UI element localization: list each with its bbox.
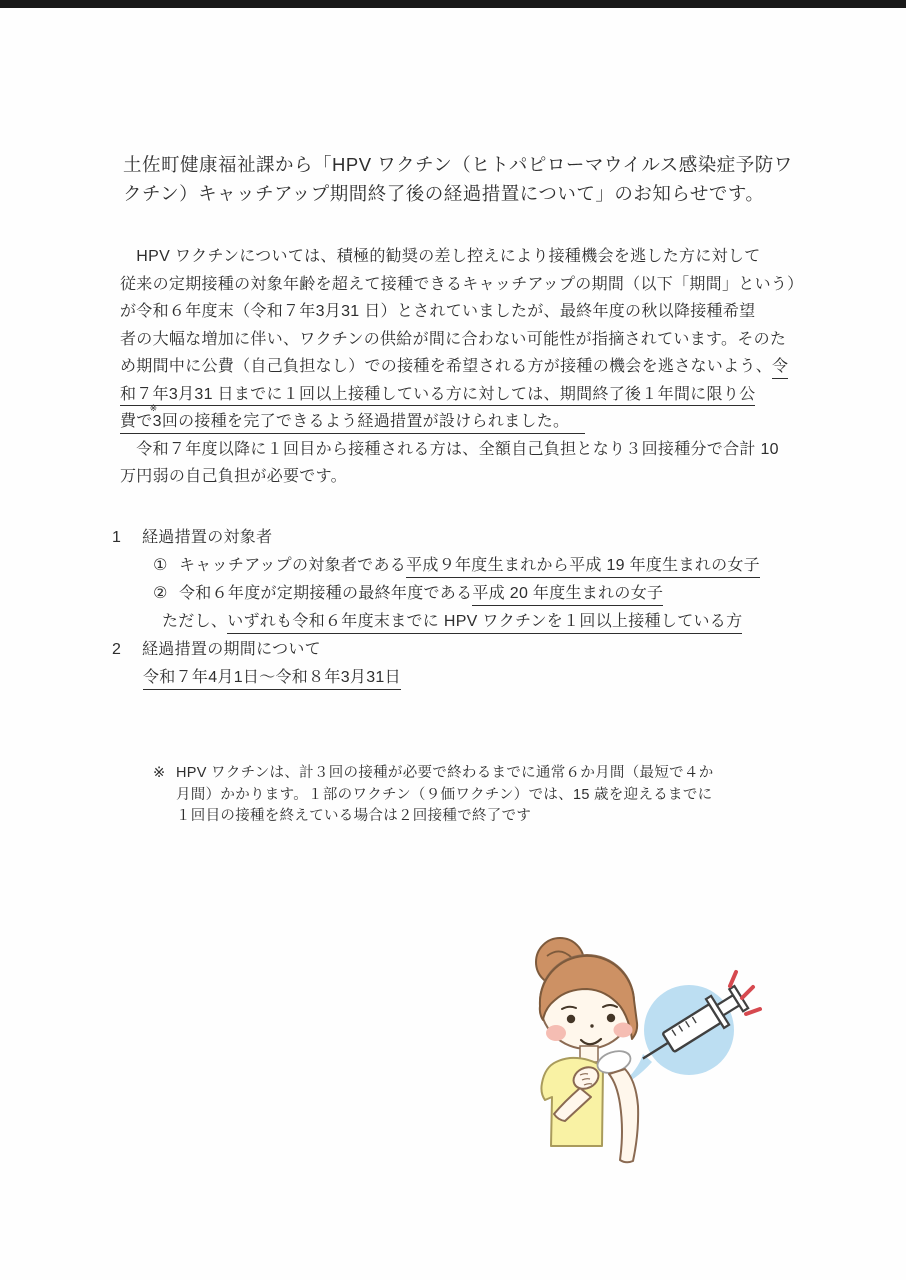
underlined-text: 令和７年4月1日～令和８年3月31日 <box>143 669 401 690</box>
section-title: 経過措置の期間について <box>142 641 321 658</box>
underlined-text: 平成 20 年度生まれの女子 <box>472 585 663 606</box>
intro-line <box>120 326 820 354</box>
digit-with-reference-mark <box>149 403 162 430</box>
underlined-segment: 費で <box>120 413 153 430</box>
item-text: キャッチアップの対象者である <box>179 557 407 574</box>
intro-text: 者の大幅な増加に伴い、ワクチンの供給が間に合わない可能性が指摘されています。そのた <box>120 330 787 348</box>
intro-text: め期間中に公費（自己負担なし）での接種を希望される方が接種の機会を逃さないよう、 <box>120 358 773 375</box>
dose-count-digit: 3 <box>152 413 162 430</box>
nose <box>590 1024 593 1027</box>
reference-mark: ※ <box>153 765 166 781</box>
intro-line <box>120 403 820 436</box>
underlined-text <box>120 403 585 434</box>
intro-line <box>120 381 820 409</box>
target-group-item-1 <box>112 552 812 580</box>
footnote <box>153 763 793 828</box>
emphasis-mark <box>746 1009 760 1014</box>
intro-line <box>120 271 820 299</box>
note-text: ただし、 <box>162 613 228 630</box>
section-1-heading <box>112 524 812 552</box>
underlined-segment: 回の接種を完了できるよう経過措置が設けられました。 <box>161 413 570 430</box>
footnote-text: HPV ワクチンは、計３回の接種が必要で終わるまでに通常６か月間（最短で４か <box>176 765 714 781</box>
intro-text: HPV ワクチンについては、積極的勧奨の差し控えにより接種機会を逃した方に対して <box>120 248 761 265</box>
left-eye <box>567 1015 575 1023</box>
target-group-item-2 <box>112 580 812 608</box>
section-number: 2 <box>112 641 122 658</box>
intro-paragraph <box>120 243 820 491</box>
section-title: 経過措置の対象者 <box>142 529 273 546</box>
reference-mark: ※ <box>149 403 158 413</box>
underlined-text: 令 <box>772 358 788 379</box>
intro-line <box>120 436 820 464</box>
scan-edge-artifact <box>0 0 906 8</box>
intro-text: 従来の定期接種の対象年齢を超えて接種できるキャッチアップの期間（以下「期間」という） <box>120 275 804 293</box>
circled-number-2: ② <box>153 585 168 602</box>
footnote-line-2: 月間）かかります。１部のワクチン（９価ワクチン）では、15 歳を迎えるまでに <box>176 786 713 803</box>
speech-bubble <box>618 972 760 1087</box>
measure-period <box>112 664 812 692</box>
underlined-text: 和７年3月31 日までに１回以上接種している方に対しては、期間終了後１年間に限り公 <box>120 386 755 407</box>
item-text: 令和６年度が定期接種の最終年度である <box>179 585 473 602</box>
intro-line <box>120 353 820 381</box>
condition-note <box>112 608 812 636</box>
section-2-heading <box>112 636 812 664</box>
footnote-line-1 <box>153 763 793 785</box>
emphasis-mark <box>742 987 753 998</box>
notice-title-line-2: クチン）キャッチアップ期間終了後の経過措置について」のお知らせです。 <box>123 183 765 204</box>
underlined-text: いずれも令和６年度末までに HPV ワクチンを１回以上接種している方 <box>227 613 742 634</box>
section-number: 1 <box>112 529 122 546</box>
intro-line <box>120 243 820 271</box>
underlined-text: 平成９年度生まれから平成 19 年度生まれの女子 <box>406 557 760 578</box>
intro-text: が令和６年度末（令和７年3月31 日）とされていましたが、最終年度の秋以降接種希望 <box>120 303 756 320</box>
vaccine-illustration <box>490 928 790 1180</box>
intro-text: 令和７年度以降に１回目から接種される方は、全額自己負担となり３回接種分で合計 10 <box>120 440 779 458</box>
emphasis-mark <box>730 972 736 986</box>
right-eye <box>607 1014 615 1022</box>
numbered-sections <box>112 524 812 692</box>
notice-title-line-1: 土佐町健康福祉課から「HPV ワクチン（ヒトパピローマウイルス感染症予防ワ <box>123 154 793 175</box>
intro-line <box>120 463 820 491</box>
footnote-line-3: １回目の接種を終えている場合は２回接種で終了です <box>176 808 532 824</box>
intro-text: 万円弱の自己負担が必要です。 <box>120 468 347 485</box>
bare-arm <box>609 1069 638 1162</box>
intro-line <box>120 298 820 326</box>
circled-number-1: ① <box>153 557 168 574</box>
left-cheek <box>546 1025 566 1041</box>
right-cheek <box>614 1023 633 1038</box>
notice-title <box>123 150 823 208</box>
girl-illustration <box>536 938 638 1162</box>
